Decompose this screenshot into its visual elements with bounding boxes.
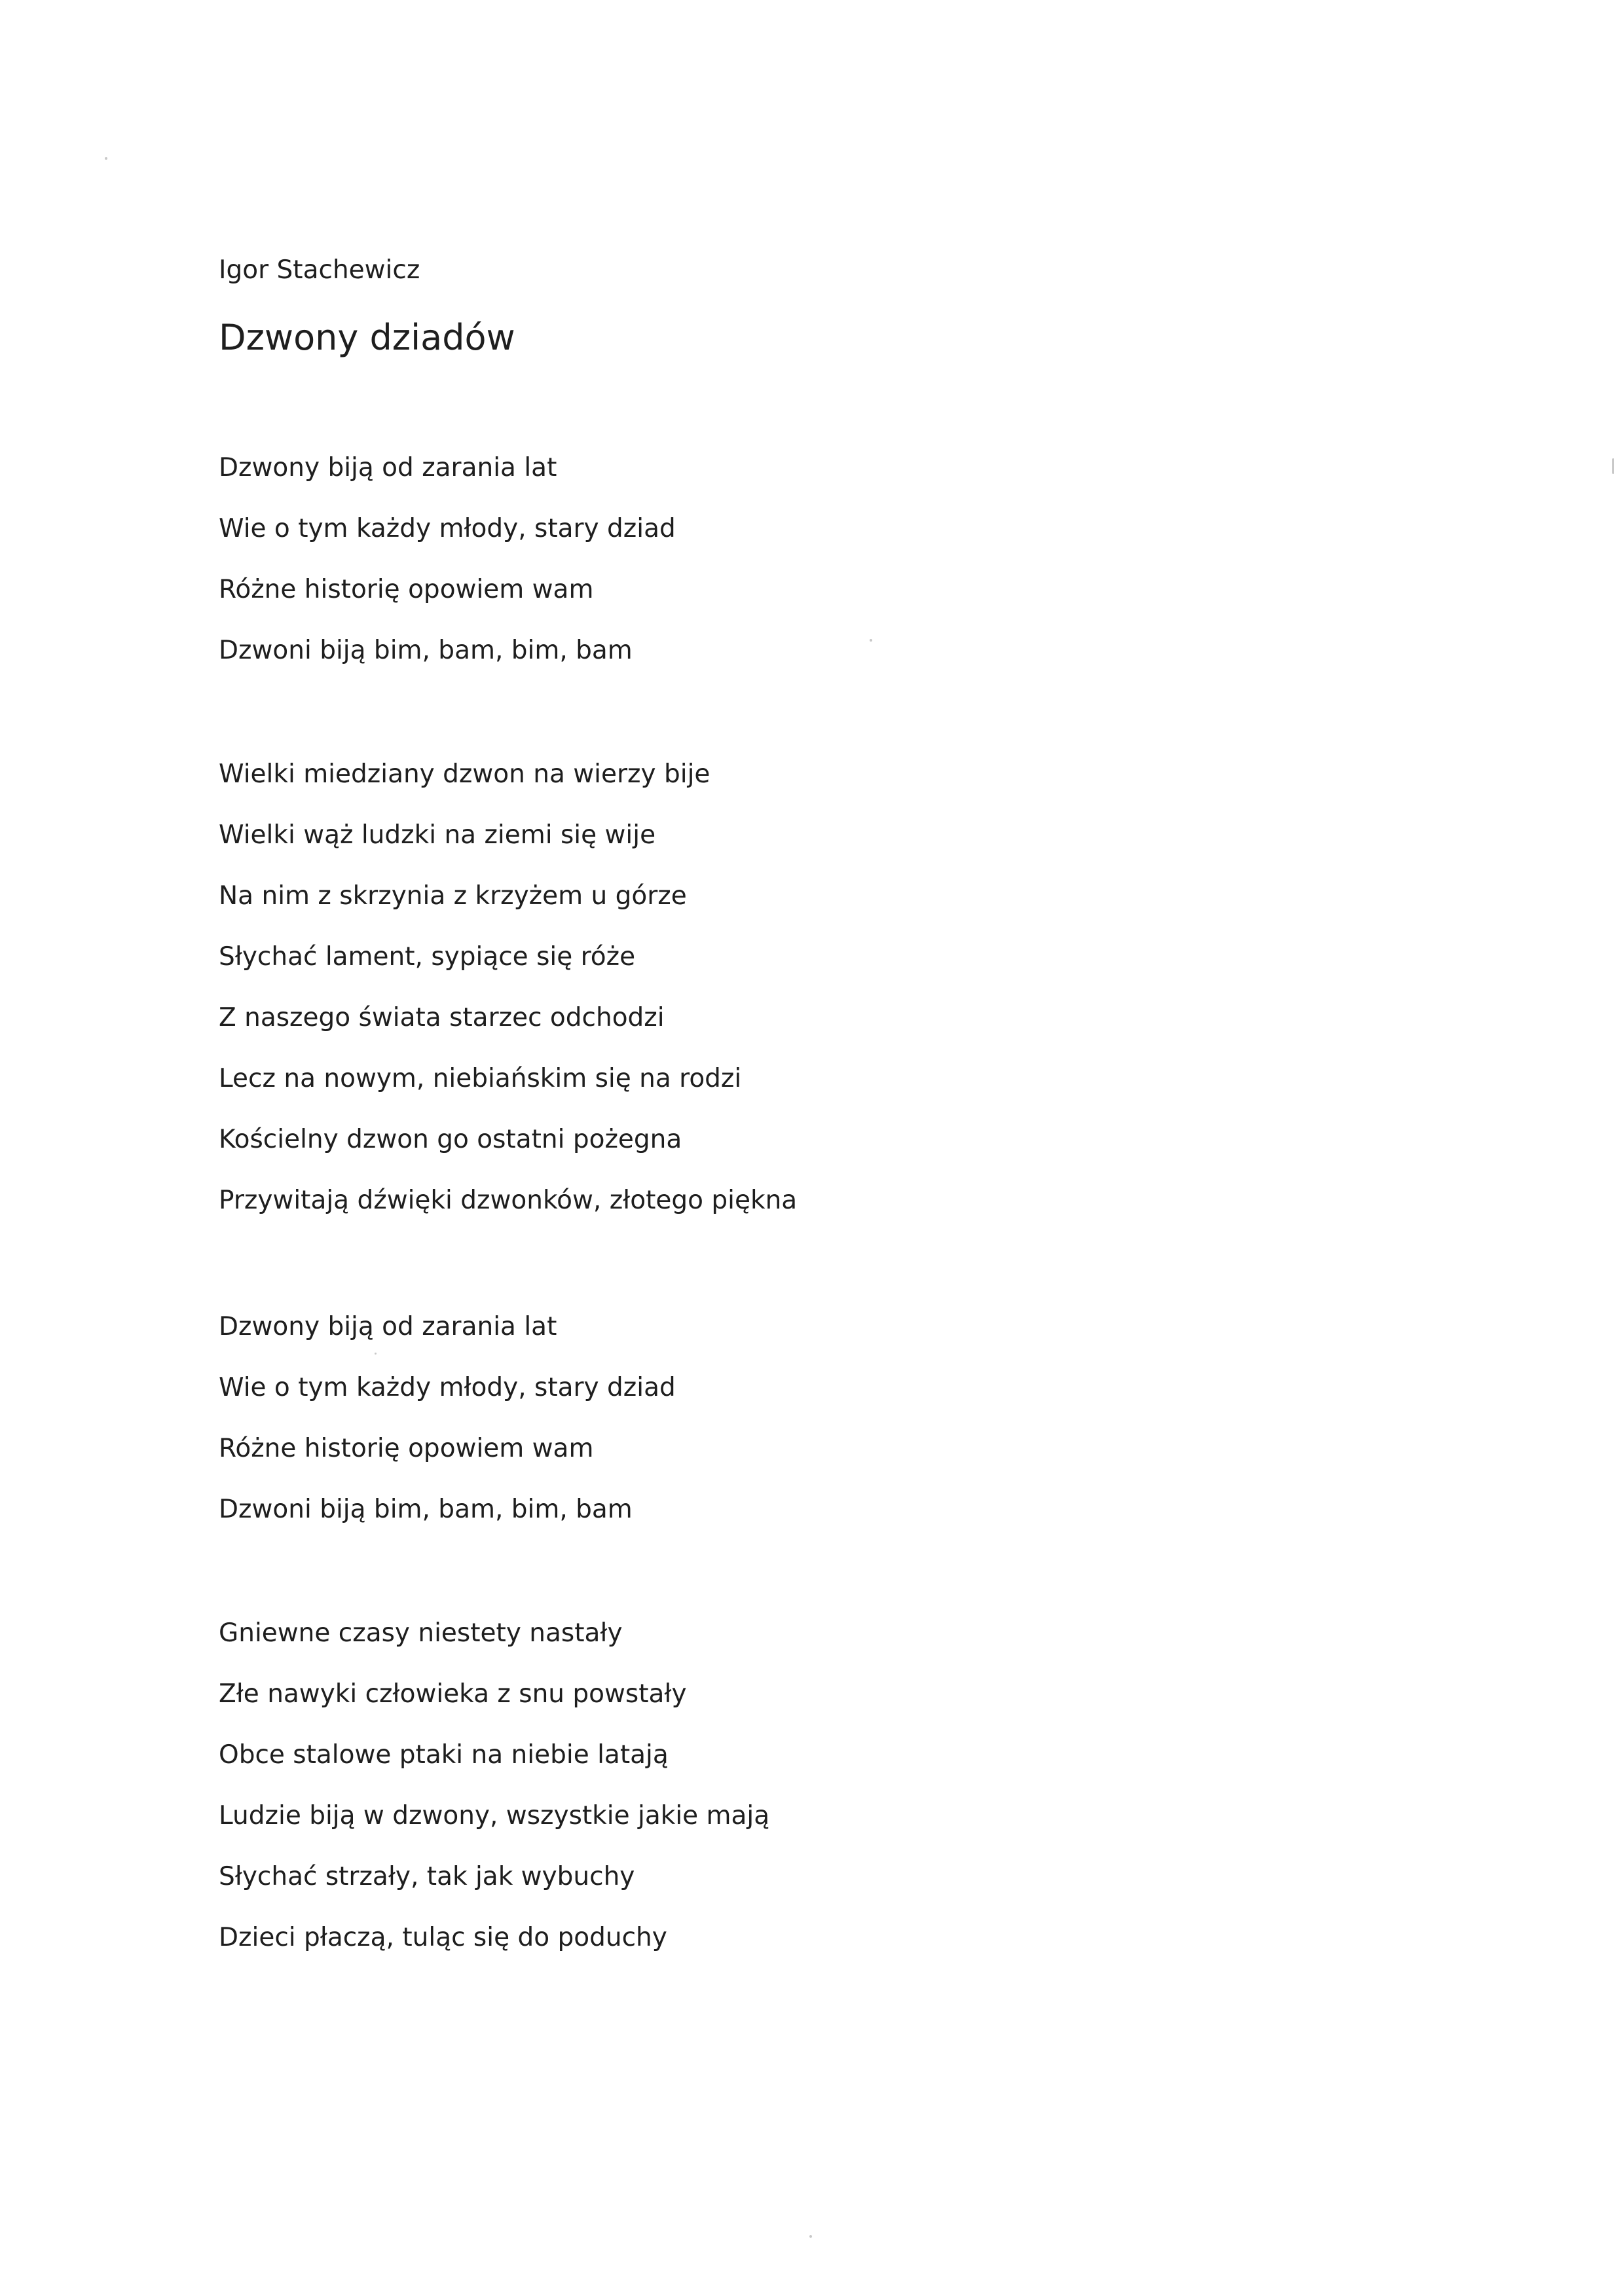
poem-line: Wie o tym każdy młody, stary dziad: [219, 1373, 676, 1402]
poem-line: Różne historię opowiem wam: [219, 1434, 594, 1463]
scan-speck: [375, 1353, 377, 1355]
poem-line: Lecz na nowym, niebiańskim się na rodzi: [219, 1064, 742, 1093]
poem-line: Ludzie biją w dzwony, wszystkie jakie mają: [219, 1801, 770, 1831]
poem-line: Z naszego świata starzec odchodzi: [219, 1003, 665, 1032]
scan-speck: [105, 157, 107, 160]
poem-line: Słychać strzały, tak jak wybuchy: [219, 1862, 635, 1891]
poem-line: Obce stalowe ptaki na niebie latają: [219, 1740, 669, 1770]
stanza-3: [219, 1308, 676, 1552]
poem-line: Wielki miedziany dzwon na wierzy bije: [219, 759, 710, 789]
poem-title: Dzwony dziadów: [219, 317, 515, 358]
poem-line: Przywitają dźwięki dzwonków, złotego piękna: [219, 1186, 798, 1215]
poem-line: Dzwoni biją bim, bam, bim, bam: [219, 636, 633, 665]
poem-line: Słychać lament, sypiące się róże: [219, 942, 636, 972]
scan-speck: [870, 639, 872, 642]
poem-line: Kościelny dzwon go ostatni pożegna: [219, 1125, 682, 1154]
poem-line: Wie o tym każdy młody, stary dziad: [219, 514, 676, 543]
scan-speck: [1612, 458, 1614, 474]
poem-line: Dzwony biją od zarania lat: [219, 1312, 557, 1341]
poem-line: Gniewne czasy niestety nastały: [219, 1618, 623, 1648]
stanza-1: [219, 449, 676, 693]
poem-line: Dzwony biją od zarania lat: [219, 453, 557, 483]
stanza-2: [219, 756, 797, 1243]
stanza-4: [219, 1614, 769, 1980]
author-name: Igor Stachewicz: [219, 255, 420, 285]
poem-line: Wielki wąż ludzki na ziemi się wije: [219, 820, 656, 850]
poem-line: Dzieci płaczą, tuląc się do poduchy: [219, 1923, 667, 1952]
poem-line: Różne historię opowiem wam: [219, 575, 594, 604]
poem-line: Złe nawyki człowieka z snu powstały: [219, 1679, 687, 1709]
poem-line: Dzwoni biją bim, bam, bim, bam: [219, 1495, 633, 1524]
scan-speck: [809, 2235, 812, 2238]
poem-line: Na nim z skrzynia z krzyżem u górze: [219, 881, 687, 911]
